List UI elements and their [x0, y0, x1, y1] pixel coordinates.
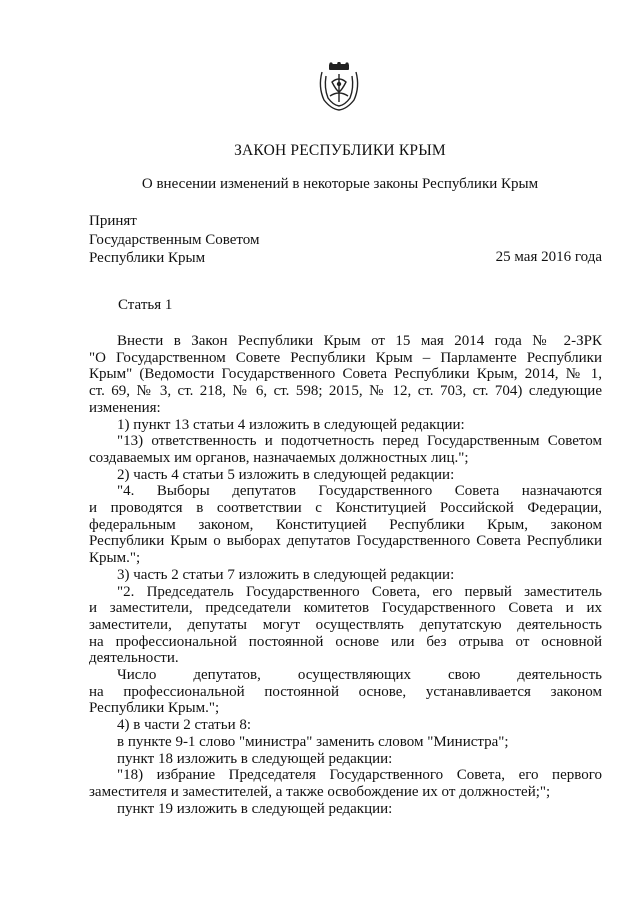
body-line: и проводятся в соответствии с Конституцией Российской Федерации, [89, 500, 602, 517]
body-line: "13) ответственность и подотчетность перед Государственным Советом [117, 433, 602, 450]
body-line: и заместители, председатели комитетов Государственного Совета и их [89, 600, 602, 617]
body-line: Крым."; [89, 550, 141, 567]
body-line: изменения: [89, 399, 161, 416]
body-line: пункт 18 изложить в следующей редакции: [117, 750, 393, 767]
body-line: Крым" (Ведомости Государственного Совета Республики Крым, 2014, № 1, [89, 366, 602, 383]
article-body [89, 333, 602, 817]
adoption-date: 25 мая 2016 года [495, 249, 602, 265]
adoption-line: Государственным Советом [89, 231, 260, 248]
body-line: на профессиональной постоянной основе или без отрыва от основной [89, 633, 602, 650]
article-heading: Статья 1 [118, 297, 173, 313]
body-line: на профессиональной постоянной основе, устанавливается законом [89, 683, 602, 700]
body-line: "О Государственном Совете Республики Крым – Парламенте Республики [89, 349, 602, 366]
crimea-coat-of-arms-icon [316, 62, 362, 112]
adoption-line: Принят [89, 213, 137, 229]
body-line: "18) избрание Председателя Государственного Совета, его первого [117, 767, 602, 784]
body-line: пункт 19 изложить в следующей редакции: [117, 800, 393, 817]
body-line: 1) пункт 13 статьи 4 изложить в следующей редакции: [117, 416, 465, 433]
body-line: Республики Крым о выборах депутатов Государственного Совета Республики [89, 533, 602, 550]
adoption-line: Республики Крым [89, 250, 206, 266]
body-line: 4) в части 2 статьи 8: [117, 717, 252, 734]
body-line: 2) часть 4 статьи 5 изложить в следующей редакции: [117, 466, 455, 483]
body-line: Число депутатов, осуществляющих свою деятельность [117, 667, 602, 684]
body-line: "2. Председатель Государственного Совета, его первый заместитель [117, 583, 602, 600]
adoption-block [89, 212, 260, 268]
body-line: федеральным законом, Конституцией Республики Крым, законом [89, 516, 602, 533]
body-line: заместителя и заместителей, а также освобождение их от должностей;"; [89, 783, 551, 800]
body-line: Внести в Закон Республики Крым от 15 мая 2014 года № 2-ЗРК [117, 333, 602, 349]
body-line: 3) часть 2 статьи 7 изложить в следующей редакции: [117, 566, 455, 583]
body-line: заместители, депутаты могут осуществлять депутатскую деятельность [89, 616, 602, 633]
body-line: Республики Крым."; [89, 700, 220, 717]
body-line: деятельности. [89, 650, 179, 667]
body-line: "4. Выборы депутатов Государственного Совета назначаются [117, 483, 602, 500]
body-line: создаваемых им органов, назначаемых должностных лиц."; [89, 449, 469, 466]
law-subtitle: О внесении изменений в некоторые законы Республики Крым [141, 176, 539, 192]
body-line: ст. 69, № 3, ст. 218, № 6, ст. 598; 2015, № 12, ст. 703, ст. 704) следующие [89, 383, 602, 400]
law-title: ЗАКОН РЕСПУБЛИКИ КРЫМ [234, 142, 446, 159]
body-line: в пункте 9-1 слово "министра" заменить словом "Министра"; [117, 733, 509, 750]
